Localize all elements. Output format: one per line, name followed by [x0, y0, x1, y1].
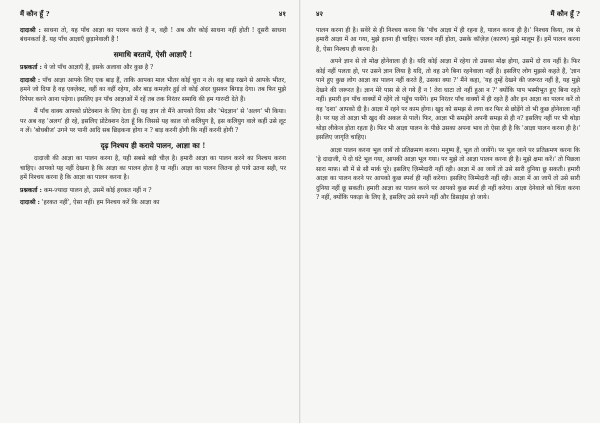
right-page [300, 0, 600, 423]
paragraph [20, 186, 286, 196]
section-heading: समाधि बरतायें, ऐसी आज्ञाएँ ! [113, 49, 193, 59]
speaker-label: प्रश्नकर्ता : [20, 64, 42, 71]
paragraph [20, 63, 286, 73]
header-title: मैं कौन हूँ ? [550, 10, 580, 18]
page-number: ४१ [278, 10, 286, 18]
page-header [316, 10, 580, 20]
page-number: ४२ [316, 10, 324, 18]
paragraph-text: कम-ज्यादा पालन हो, उसमें कोई हरकत नहीं न ? [43, 186, 152, 194]
paragraph [20, 76, 286, 105]
paragraph: दादाजी की आज्ञा का पालन करना है, यही सबसे बड़ी चीज़ है। हमारी आज्ञा का पालन करने का निश्चय करना चाहिए। आपको यह नहीं देखना है कि आज्ञा का पालन होता है या नहीं। आज्ञा का पालन जितना हो पाये उतना सही, पर हमें निश्चय करना है कि आज्ञा का पालन करना है। [20, 155, 286, 181]
section-heading: दृढ़ निश्चय ही कराये पालन, आज्ञा का ! [100, 140, 206, 150]
speaker-label: दादाश्री : [20, 199, 40, 206]
paragraph [20, 198, 286, 208]
paragraph: पालन करना ही है। सवेरे से ही निश्चय करना कि 'पाँच आज्ञा में ही रहना है, पालन करना ही है।' निश्चय किया, तब से हमारी आज्ञा में आ गया, मुझे इतना ही चाहिए। पालन नहीं होता, उसके कॉज़ेज़ (कारण) मुझे मालूम हैं। हमें पालन करना है, ऐसा निश्चय ही करना है। [316, 26, 580, 53]
paragraph-text: साधना तो, यह पाँच आज्ञा का पालन करते हैं न, वही ! अब और कोई साधना नहीं होती ! दूसरी साधना बंधनकर्ता हैं. यह पाँच आज्ञाएँ छुड़ानेवाली हैं ! [20, 26, 286, 43]
paragraph: मैं पाँच वाक्य आपको प्रोटेक्शन के लिए देता हूँ। यह ज्ञान तो मैंने आपको दिया और 'भेदज्ञान' से 'अलग' भी किया। पर अब वह 'अलग' ही रहे, इसलिए प्रोटेक्शन देता हूँ कि जिससे यह काल जो कलियुग है, इस कलियुग वाले कहीं उसे लूट न लें। 'बोधबीज' उगने पर पानी आदि सब छिड़कना होगा न ? बाड़ करनी होगी कि नहीं करनी होगी ? [20, 108, 286, 134]
header-title: मैं कौन हूँ ? [20, 10, 50, 18]
speaker-label: दादाश्री : [20, 26, 41, 34]
paragraph-text: पाँच आज्ञा आपके लिए एक बाड़ हैं, ताकि आपका माल भीतर कोई चुरा न ले। वह बाड़ रखने से आपके भीतर, हमने जो दिया है वह एक्ज़ेक्ट, वहीं का वहीं रहेगा, और बाड़ कमज़ोर हुई तो कोई अंदर घुसकर बिगाड़ देगा। तब फिर मुझे रिपेयर करने आना पड़ेगा। इसलिए इन पाँच आज्ञाओं में रहें तब तक निरंतर समाधि की हम गारन्टी देते हैं। [20, 76, 287, 103]
paragraph-text: 'हरकत नहीं', ऐसा नहीं। हम निश्चय करें कि आज्ञा का [41, 199, 160, 206]
page-header [20, 10, 286, 20]
speaker-label: दादाश्री : [20, 76, 41, 84]
paragraph: आज्ञा पालन करना भूल जायें तो प्रतिक्रमण करना। मनुष्य हैं, भूल तो जायेंगे। पर भूल जाने पर प्रतिक्रमण करना कि 'हे दादाजी, ये दो घंटे भूल गया, आपकी आज्ञा भूल गया। पर मुझे तो आज्ञा पालन करना ही है। मुझे क्षमा करें।' तो पिछला सारा माफ़। सौ में से सौ मार्क पूरे। इसलिए ज़िम्मेदारी नहीं रही। आज्ञा में आ जायें तो उसे सारी दुनिया छू सकती। हमारी आज्ञा का पालन करने पर आपको कुछ स्पर्श ही नहीं करेगा। इसलिए जिम्मेदारी नहीं रही। आज्ञा में आ जायें तो उसे सारी दुनिया नहीं छू सकती। हमारी आज्ञा का पालन करने पर आपको कुछ स्पर्श ही नहीं करेगा। आज्ञा देनेवाले को चिंता करना ? नहीं, क्योंकि पकड़ा के लिए है, इसलिए उसे सपने नहीं और डिसाइंस हो जाये। [316, 146, 580, 201]
paragraph: अपने ज्ञान से तो मोक्ष होनेवाला ही है। यदि कोई आज्ञा में रहेगा तो उसका मोक्ष होगा, उसमें दो राय नहीं है। फिर कोई नहीं पलता हो, पर उसने ज्ञान लिया है यदि, तो वह उगे बिना रहनेवाला नहीं है। इसलिए लोग मुझसे कहते हैं, 'ज्ञान पाने हुए कुछ लोग आज्ञा का पालन नहीं करते हैं, उसका क्या ?' मैंने कहा, 'यह तुम्हें देखने की जरूरत नहीं है, यह मुझे देखने की जरूरत है। ज्ञान मेरे पास से ले गये हैं न ! तेरा घाटा तो नहीं हुआ न ?' क्योंकि पाप भस्मीभूत हुए बिना रहते नहीं। हमारी इन पाँच वाक्यों में रहेंगे तो पहुँच पायेंगे। हम निरंतर पाँच वाक्यों में ही रहते हैं और इन आज्ञा का पालन करें तो वह 'दशा' आपको दी है। आज्ञा में रहने पर काम होगा। खुद को समझ से लगा कर फिर से छोड़ेंगे तो भी कुछ होनेवाला नहीं है। पर यह तो आज्ञा भी खुद की अकल से पालें। फिर, आज्ञा भी समझेंगे अपनी समझ से ही न? इसलिए नहीं पर भी थोड़ा थोड़ा लीकेज होता रहता है। फिर भी आज्ञा पालन के पीछे उसका अपना भाव तो ऐसा ही है कि 'आज्ञा पालन करना ही है।' इसलिए जागृति चाहिए। [316, 58, 580, 141]
paragraph-text: ये जो पाँच आज्ञाएँ हैं, इसके अलावा और कुछ है ? [43, 64, 154, 71]
paragraph [20, 26, 286, 45]
speaker-label: प्रश्नकर्ता : [20, 186, 42, 194]
